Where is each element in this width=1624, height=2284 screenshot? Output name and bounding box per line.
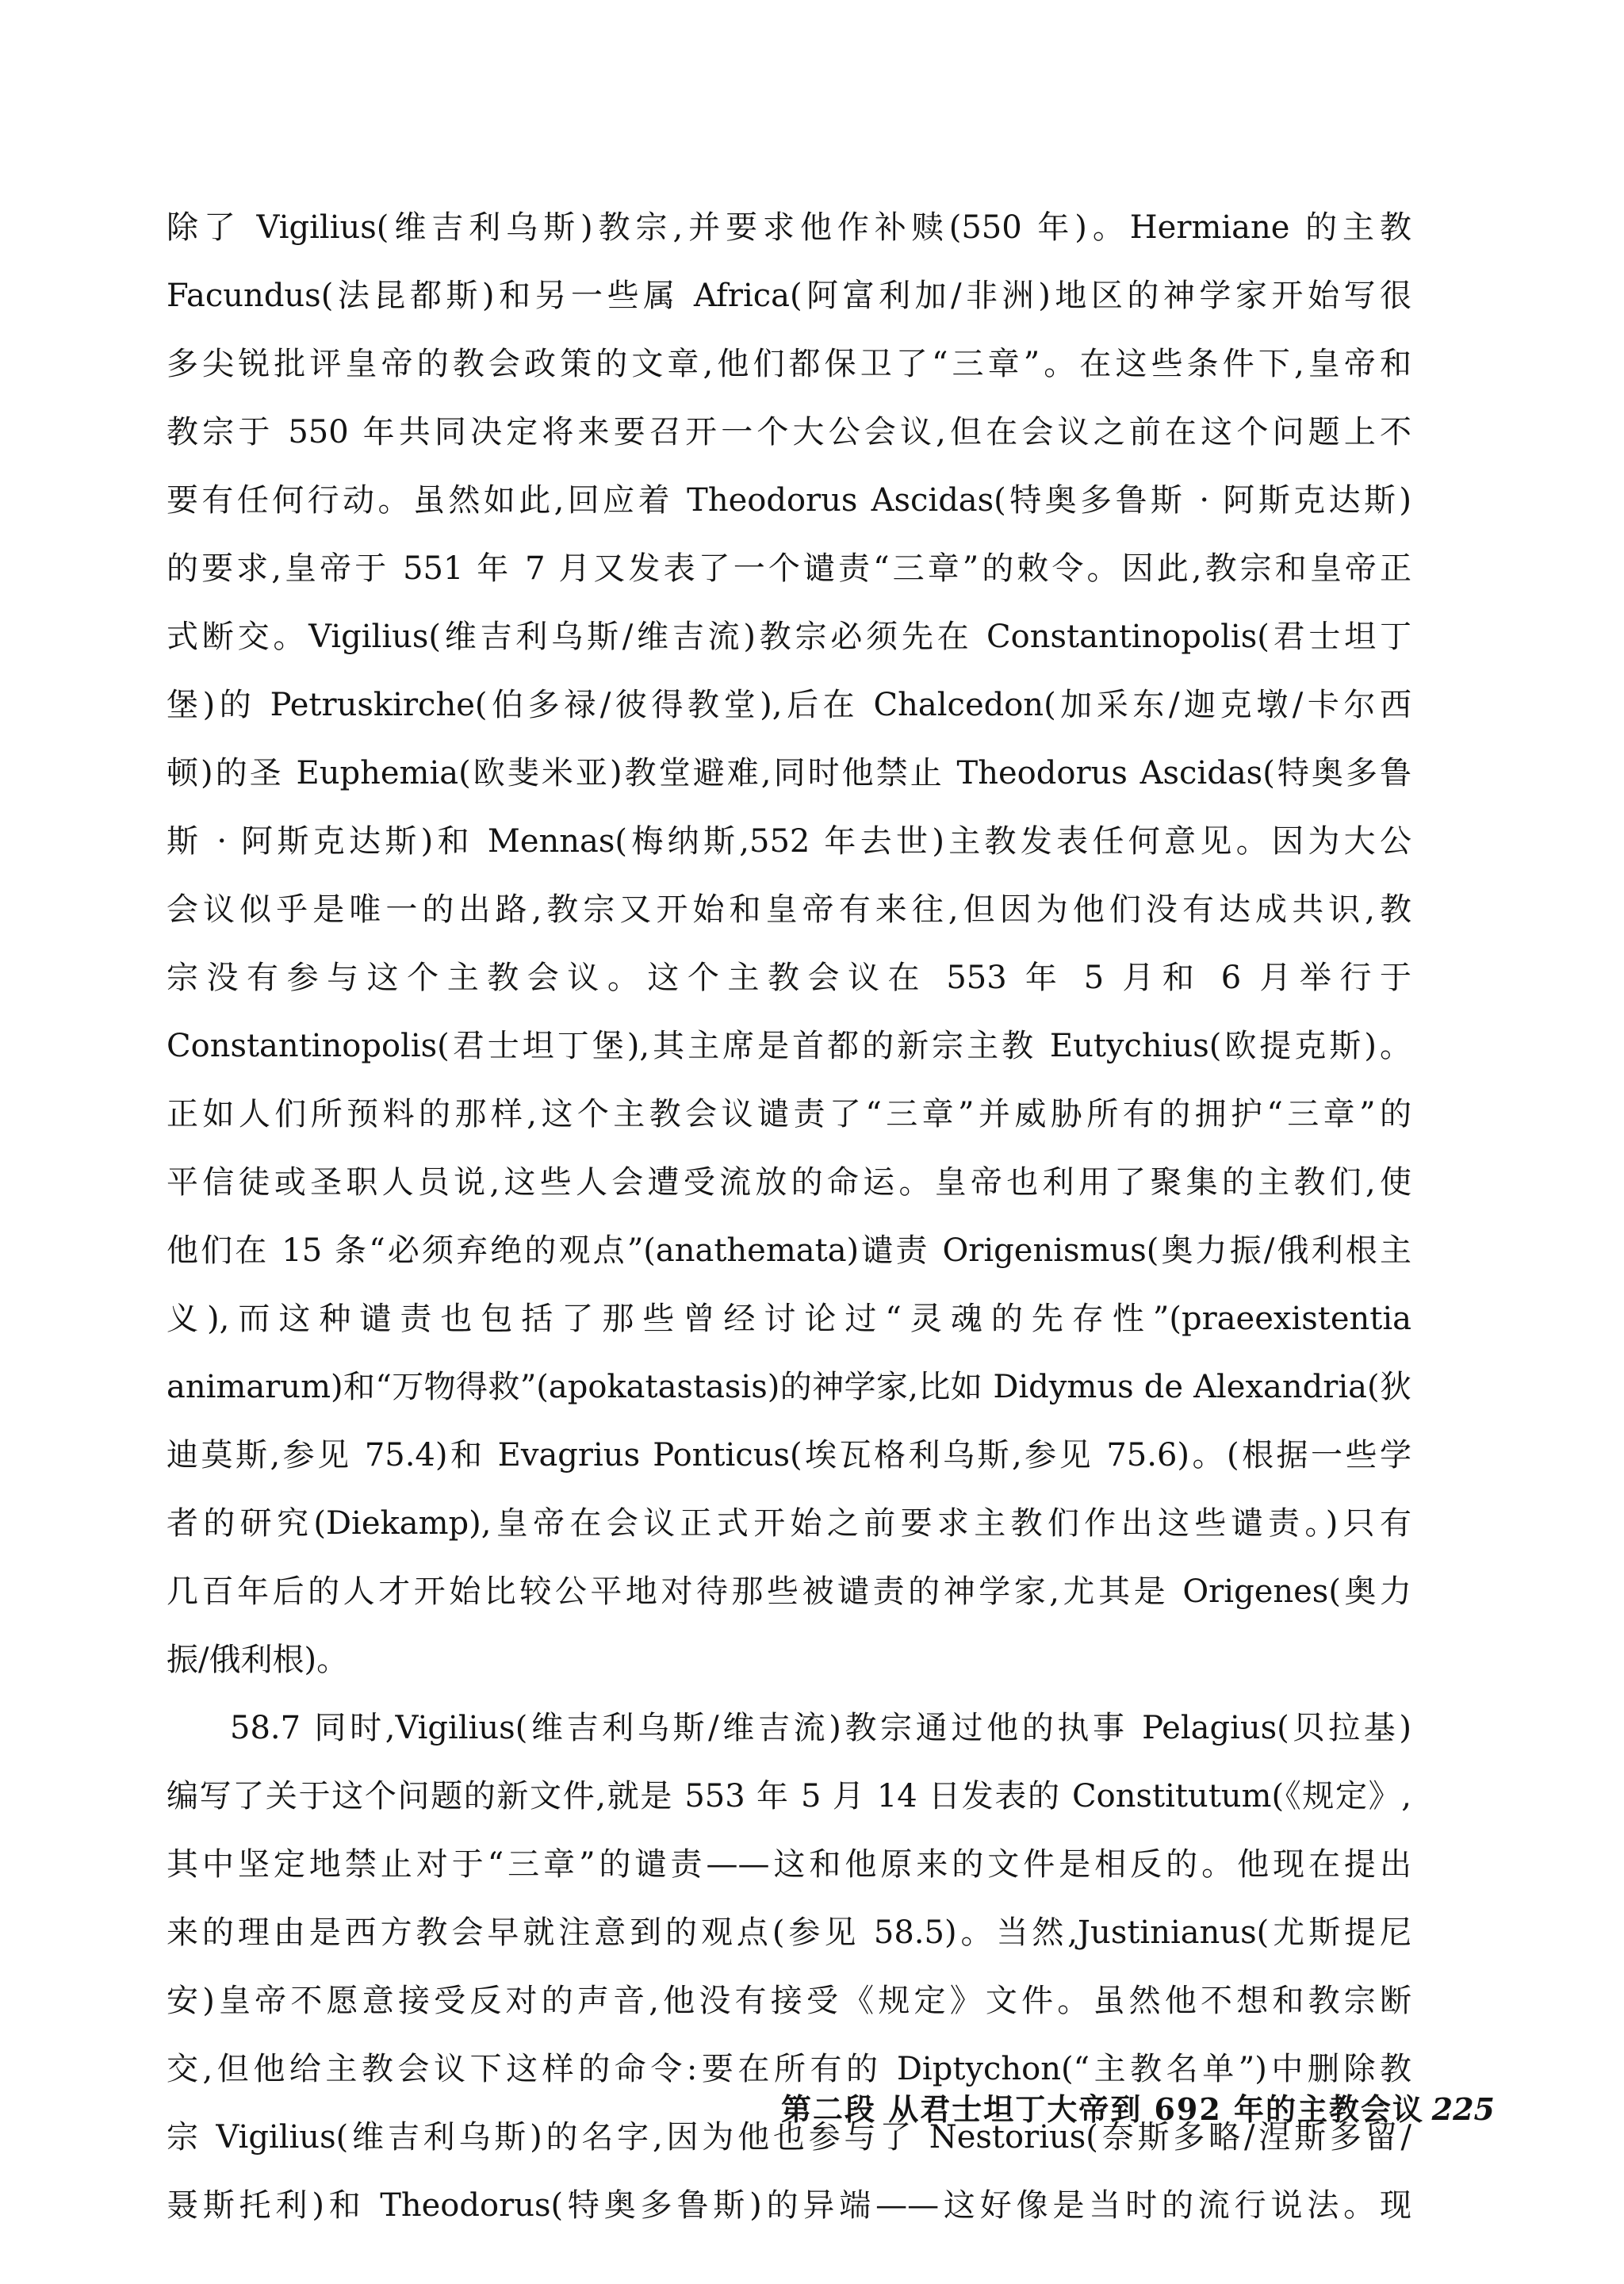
text-line: 几百年后的人才开始比较公平地对待那些被谴责的神学家,尤其是 Origenes(奥力: [167, 1573, 1411, 1610]
text-line: 来的理由是西方教会早就注意到的观点(参见 58.5)。当然,Justinianus(尤斯提尼: [167, 1914, 1411, 1951]
text-line: 编写了关于这个问题的新文件,就是 553 年 5 月 14 日发表的 Constitutum(《规定》,: [167, 1778, 1411, 1815]
text-line: 除了 Vigilius(维吉利乌斯)教宗,并要求他作补赎(550 年)。Hermiane 的主教: [167, 209, 1411, 246]
text-line: 振/俄利根)。: [167, 1642, 349, 1678]
text-line: 其中坚定地禁止对于“三章”的谴责——这和他原来的文件是相反的。他现在提出: [167, 1846, 1411, 1883]
text-line: 安)皇帝不愿意接受反对的声音,他没有接受《规定》文件。虽然他不想和教宗断: [167, 1983, 1411, 2019]
text-line: 宗 Vigilius(维吉利乌斯)的名字,因为他也参与了 Nestorius(奈斯多略/涅斯多留/: [167, 2119, 1411, 2156]
text-line: Constantinopolis(君士坦丁堡),其主席是首都的新宗主教 Eutychius(欧提克斯)。: [167, 1028, 1411, 1064]
text-line: 教宗于 550 年共同决定将来要召开一个大公会议,但在会议之前在这个问题上不: [167, 414, 1411, 450]
text-line: 斯 · 阿斯克达斯)和 Mennas(梅纳斯,552 年去世)主教发表任何意见。因为大公: [167, 823, 1411, 860]
page-footer: [781, 2086, 1495, 2133]
text-line: 正如人们所预料的那样,这个主教会议谴责了“三章”并威胁所有的拥护“三章”的: [167, 1096, 1411, 1132]
text-line: 顿)的圣 Euphemia(欧斐米亚)教堂避难,同时他禁止 Theodorus Ascidas(特奥多鲁: [167, 755, 1411, 791]
text-line: 要有任何行动。虽然如此,回应着 Theodorus Ascidas(特奥多鲁斯 · 阿斯克达斯): [167, 482, 1411, 519]
text-line: 者的研究(Diekamp),皇帝在会议正式开始之前要求主教们作出这些谴责。)只有: [167, 1505, 1411, 1542]
text-line: 多尖锐批评皇帝的教会政策的文章,他们都保卫了“三章”。在这些条件下,皇帝和: [167, 346, 1411, 382]
text-line: 他们在 15 条“必须弃绝的观点”(anathemata)谴责 Origenismus(奥力振/俄利根主: [167, 1232, 1411, 1269]
text-line: 迪莫斯,参见 75.4)和 Evagrius Ponticus(埃瓦格利乌斯,参见 75.6)。(根据一些学: [167, 1437, 1411, 1473]
body-text: [167, 194, 1411, 2240]
text-line: 式断交。Vigilius(维吉利乌斯/维吉流)教宗必须先在 Constantinopolis(君士坦丁: [167, 619, 1411, 655]
text-line: Facundus(法昆都斯)和另一些属 Africa(阿富利加/非洲)地区的神学家开始写很: [167, 278, 1411, 314]
text-line: 聂斯托利)和 Theodorus(特奥多鲁斯)的异端——这好像是当时的流行说法。现: [167, 2187, 1411, 2224]
text-line: 宗没有参与这个主教会议。这个主教会议在 553 年 5 月和 6 月举行于: [167, 960, 1411, 996]
text-line: 会议似乎是唯一的出路,教宗又开始和皇帝有来往,但因为他们没有达成共识,教: [167, 891, 1411, 928]
text-line: 平信徒或圣职人员说,这些人会遭受流放的命运。皇帝也利用了聚集的主教们,使: [167, 1164, 1411, 1201]
text-line: 义),而这种谴责也包括了那些曾经讨论过“灵魂的先存性”(praeexistentia: [167, 1301, 1411, 1337]
paragraph-start-line: 58.7 同时,Vigilius(维吉利乌斯/维吉流)教宗通过他的执事 Pelagius(贝拉基): [230, 1710, 1411, 1746]
page-number: 225: [1431, 2091, 1495, 2127]
text-line: animarum)和“万物得救”(apokatastasis)的神学家,比如 Didymus de Alexandria(狄: [167, 1369, 1411, 1405]
running-footer-title: 第二段 从君士坦丁大帝到 692 年的主教会议: [781, 2091, 1425, 2127]
text-line: 交,但他给主教会议下这样的命令:要在所有的 Diptychon(“主教名单”)中删除教: [167, 2051, 1411, 2087]
text-line: 堡)的 Petruskirche(伯多禄/彼得教堂),后在 Chalcedon(加采东/迦克墩/卡尔西: [167, 687, 1411, 723]
text-line: 的要求,皇帝于 551 年 7 月又发表了一个谴责“三章”的敕令。因此,教宗和皇帝正: [167, 550, 1411, 587]
